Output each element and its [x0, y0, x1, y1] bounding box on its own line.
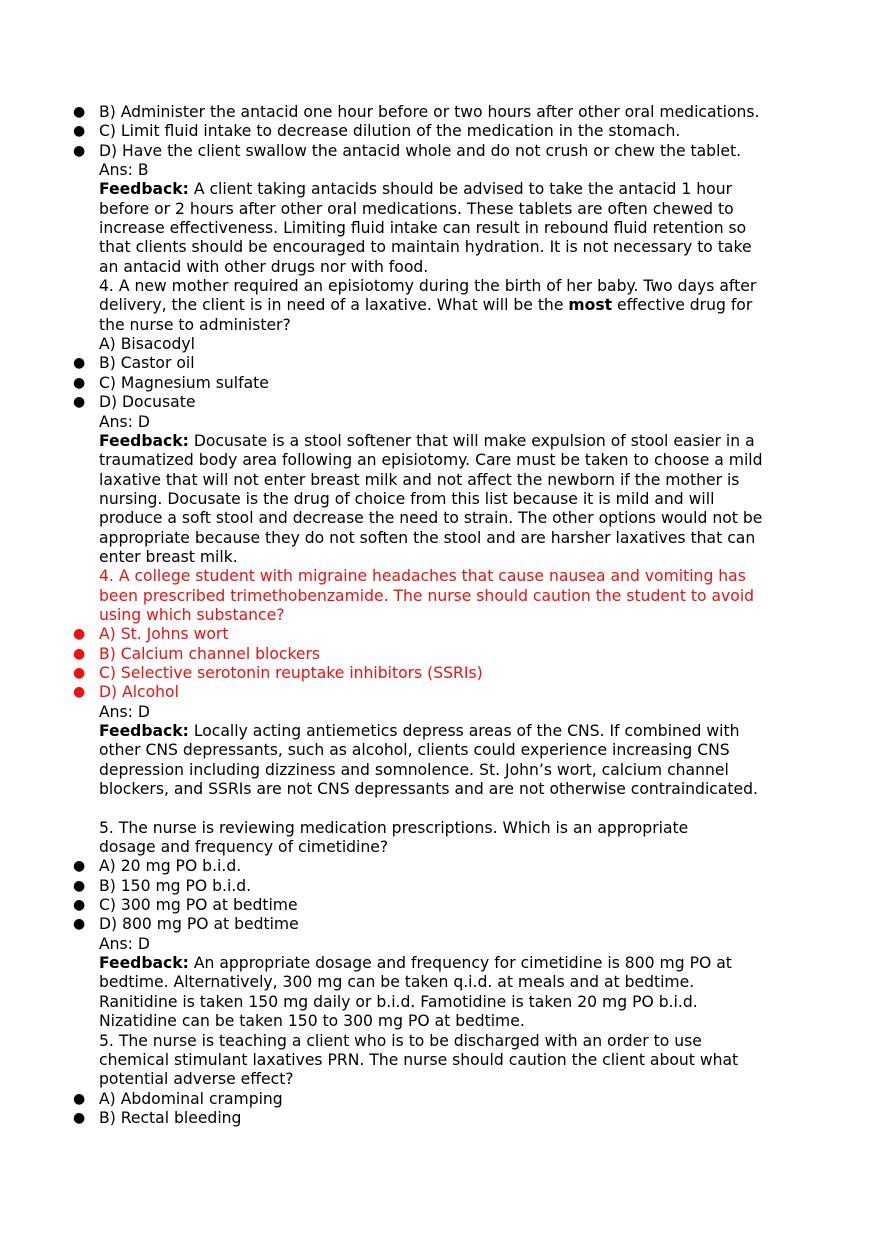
feedback-label: Feedback:	[99, 954, 189, 973]
list-item: ● B) Castor oil	[73, 354, 195, 373]
question-stem: using which substance?	[99, 605, 285, 624]
bullet-icon: ●	[73, 916, 86, 933]
question-stem: 4. A new mother required an episiotomy during the birth of her baby. Two days after	[99, 277, 757, 296]
question-stem: been prescribed trimethobenzamide. The nurse should caution the student to avoid	[99, 586, 755, 605]
feedback-line: that clients should be encouraged to maintain hydration. It is not necessary to take	[99, 238, 752, 257]
question-stem: 5. The nurse is teaching a client who is to be discharged with an order to use	[99, 1031, 702, 1050]
bullet-icon: ●	[73, 374, 86, 391]
feedback-line: Feedback: Docusate is a stool softener that will make expulsion of stool easier in a	[99, 431, 755, 450]
list-item: ● A) St. Johns wort	[73, 625, 229, 644]
list-item: ● C) 300 mg PO at bedtime	[73, 896, 298, 915]
feedback-line: blockers, and SSRIs are not CNS depressants and are not otherwise contraindicated.	[99, 780, 758, 799]
feedback-line: Ranitidine is taken 150 mg daily or b.i.d. Famotidine is taken 20 mg PO b.i.d.	[99, 992, 698, 1011]
bullet-icon: ●	[73, 394, 86, 411]
list-item: ● D) 800 mg PO at bedtime	[73, 915, 299, 934]
feedback-line: nursing. Docusate is the drug of choice from this list because it is mild and will	[99, 489, 715, 508]
bullet-icon: ●	[73, 142, 86, 159]
question-stem: 4. A college student with migraine headaches that cause nausea and vomiting has	[99, 567, 746, 586]
bullet-icon: ●	[73, 897, 86, 914]
feedback-line: bedtime. Alternatively, 300 mg can be taken q.i.d. at meals and at bedtime.	[99, 973, 695, 992]
feedback-line: other CNS depressants, such as alcohol, clients could experience increasing CNS	[99, 741, 730, 760]
feedback-line: before or 2 hours after other oral medications. These tablets are often chewed to	[99, 199, 734, 218]
feedback-line: Feedback: A client taking antacids should be advised to take the antacid 1 hour	[99, 180, 732, 199]
question-stem: 5. The nurse is reviewing medication prescriptions. Which is an appropriate	[99, 818, 689, 837]
list-item: ● C) Limit fluid intake to decrease dilution of the medication in the stomach.	[73, 122, 681, 141]
option-line: A) Bisacodyl	[99, 335, 195, 354]
document-page	[0, 103, 880, 1128]
list-item: ● B) Administer the antacid one hour before or two hours after other oral medications.	[73, 103, 760, 121]
feedback-line: appropriate because they do not soften the stool and are harsher laxatives that can	[99, 528, 756, 547]
feedback-label: Feedback:	[99, 180, 189, 199]
emphasis-word: most	[568, 296, 613, 315]
answer-line: Ans: D	[99, 934, 150, 953]
answer-line: Ans: B	[99, 161, 149, 180]
feedback-line: an antacid with other drugs nor with food.	[99, 257, 429, 276]
list-item: ● B) Rectal bleeding	[73, 1108, 242, 1127]
bullet-icon: ●	[73, 645, 86, 662]
question-stem: chemical stimulant laxatives PRN. The nurse should caution the client about what	[99, 1050, 739, 1069]
bullet-icon: ●	[73, 858, 86, 875]
feedback-line: Nizatidine can be taken 150 to 300 mg PO at bedtime.	[99, 1012, 525, 1031]
feedback-line: Feedback: An appropriate dosage and frequency for cimetidine is 800 mg PO at	[99, 954, 732, 973]
feedback-line: depression including dizziness and somnolence. St. John’s wort, calcium channel	[99, 760, 729, 779]
feedback-line: produce a soft stool and decrease the need to strain. The other options would not be	[99, 509, 763, 528]
feedback-line: Feedback: Locally acting antiemetics depress areas of the CNS. If combined with	[99, 722, 740, 740]
list-item: ● D) Docusate	[73, 393, 196, 412]
bullet-icon: ●	[73, 123, 86, 140]
question-stem: dosage and frequency of cimetidine?	[99, 838, 389, 857]
list-item: ● A) 20 mg PO b.i.d.	[73, 857, 242, 876]
bullet-icon: ●	[73, 104, 86, 120]
feedback-line: laxative that will not enter breast milk and not affect the newborn if the mother is	[99, 470, 740, 489]
feedback-label: Feedback:	[99, 431, 189, 450]
bullet-icon: ●	[73, 626, 86, 643]
answer-line: Ans: D	[99, 412, 150, 431]
feedback-line: enter breast milk.	[99, 547, 238, 566]
list-item: ● B) Calcium channel blockers	[73, 644, 321, 663]
bullet-icon: ●	[73, 664, 86, 681]
list-item: ● D) Alcohol	[73, 683, 179, 702]
bullet-icon: ●	[73, 877, 86, 894]
question-stem: the nurse to administer?	[99, 315, 291, 334]
bullet-icon: ●	[73, 1109, 86, 1126]
bullet-icon: ●	[73, 355, 86, 372]
list-item: ● A) Abdominal cramping	[73, 1089, 283, 1108]
answer-line: Ans: D	[99, 702, 150, 721]
blank-line	[0, 799, 880, 818]
list-item: ● C) Selective serotonin reuptake inhibitors (SSRIs)	[73, 663, 483, 682]
list-item: ● C) Magnesium sulfate	[73, 373, 269, 392]
feedback-label: Feedback:	[99, 722, 189, 740]
question-stem: potential adverse effect?	[99, 1070, 294, 1089]
list-item: ● B) 150 mg PO b.i.d.	[73, 876, 252, 895]
list-item: ● D) Have the client swallow the antacid whole and do not crush or chew the tablet.	[73, 141, 742, 160]
feedback-line: traumatized body area following an episiotomy. Care must be taken to choose a mild	[99, 451, 763, 470]
bullet-icon: ●	[73, 684, 86, 701]
feedback-line: increase effectiveness. Limiting fluid intake can result in rebound fluid retention so	[99, 219, 747, 238]
question-stem: delivery, the client is in need of a laxative. What will be the most effective drug for	[99, 296, 753, 315]
bullet-icon: ●	[73, 1090, 86, 1107]
